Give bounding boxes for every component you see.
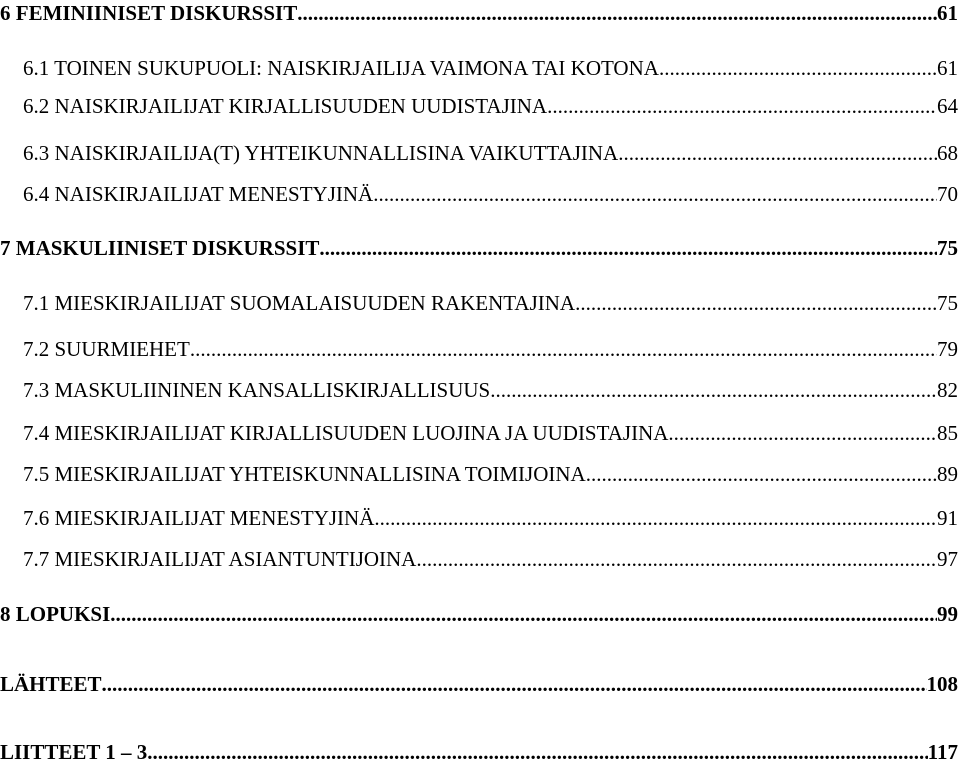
dot-leader — [319, 235, 937, 261]
toc-entry-chapter-6[interactable] — [0, 0, 958, 26]
toc-entry-title: 7 MASKULIINISET DISKURSSIT — [0, 236, 320, 260]
dot-leader — [147, 739, 927, 765]
toc-entry-page: 99 — [937, 602, 958, 626]
dot-leader — [659, 55, 937, 81]
toc-entry-section-7-5[interactable] — [23, 461, 958, 487]
toc-entry-section-7-6[interactable] — [23, 505, 958, 531]
toc-entry-section-6-2[interactable] — [23, 93, 958, 119]
toc-entry-title: LÄHTEET — [0, 672, 102, 696]
toc-entry-title: 7.4 MIESKIRJAILIJAT KIRJALLISUUDEN LUOJINA JA UUDISTAJINA — [23, 421, 669, 445]
toc-entry-page: 89 — [937, 462, 958, 486]
dot-leader — [110, 601, 937, 627]
dot-leader — [102, 671, 927, 697]
toc-entry-section-6-1[interactable] — [23, 55, 958, 81]
toc-entry-page: 117 — [927, 740, 958, 764]
dot-leader — [618, 140, 937, 166]
toc-entry-section-7-4[interactable] — [23, 420, 958, 446]
toc-entry-title: 7.2 SUURMIEHET — [23, 337, 190, 361]
dot-leader — [575, 290, 937, 316]
dot-leader — [374, 505, 937, 531]
dot-leader — [490, 377, 937, 403]
toc-entry-section-7-7[interactable] — [23, 546, 958, 572]
toc-entry-title: 6.2 NAISKIRJAILIJAT KIRJALLISUUDEN UUDISTAJINA — [23, 94, 548, 118]
toc-entry-page: 68 — [937, 141, 958, 165]
toc-entry-page: 108 — [926, 672, 958, 696]
toc-entry-page: 82 — [937, 378, 958, 402]
dot-leader — [416, 546, 937, 572]
toc-entry-title: 7.6 MIESKIRJAILIJAT MENESTYJINÄ — [23, 506, 375, 530]
toc-entry-title: 7.7 MIESKIRJAILIJAT ASIANTUNTIJOINA — [23, 547, 417, 571]
toc-entry-title: 6.3 NAISKIRJAILIJA(T) YHTEIKUNNALLISINA VAIKUTTAJINA — [23, 141, 619, 165]
toc-entry-title: 6.1 TOINEN SUKUPUOLI: NAISKIRJAILIJA VAIMONA TAI KOTONA — [23, 56, 659, 80]
toc-entry-liitteet[interactable] — [0, 739, 958, 765]
toc-entry-page: 75 — [937, 236, 958, 260]
dot-leader — [190, 336, 937, 362]
dot-leader — [586, 461, 937, 487]
toc-entry-title: 7.1 MIESKIRJAILIJAT SUOMALAISUUDEN RAKENTAJINA — [23, 291, 576, 315]
toc-entry-page: 85 — [937, 421, 958, 445]
toc-entry-section-6-4[interactable] — [23, 181, 958, 207]
toc-entry-page: 79 — [937, 337, 958, 361]
toc-entry-title: 6.4 NAISKIRJAILIJAT MENESTYJINÄ — [23, 182, 374, 206]
dot-leader — [373, 181, 937, 207]
toc-entry-page: 61 — [937, 56, 958, 80]
dot-leader — [547, 93, 937, 119]
toc-entry-chapter-7[interactable] — [0, 235, 958, 261]
toc-entry-section-7-3[interactable] — [23, 377, 958, 403]
toc-entry-page: 61 — [937, 1, 958, 25]
toc-entry-page: 64 — [937, 94, 958, 118]
toc-entry-section-7-2[interactable] — [23, 336, 958, 362]
dot-leader — [297, 0, 937, 26]
dot-leader — [668, 420, 937, 446]
toc-entry-chapter-8[interactable] — [0, 601, 958, 627]
toc-entry-title: 8 LOPUKSI — [0, 602, 111, 626]
toc-entry-page: 75 — [937, 291, 958, 315]
toc-entry-section-6-3[interactable] — [23, 140, 958, 166]
toc-entry-page: 70 — [937, 182, 958, 206]
toc-entry-title: 6 FEMINIINISET DISKURSSIT — [0, 1, 298, 25]
toc-entry-title: 7.3 MASKULIININEN KANSALLISKIRJALLISUUS — [23, 378, 491, 402]
toc-entry-section-7-1[interactable] — [23, 290, 958, 316]
toc-entry-title: LIITTEET 1 – 3 — [0, 740, 148, 764]
toc-entry-page: 91 — [937, 506, 958, 530]
toc-entry-title: 7.5 MIESKIRJAILIJAT YHTEISKUNNALLISINA TOIMIJOINA — [23, 462, 586, 486]
toc-entry-page: 97 — [937, 547, 958, 571]
toc-entry-lahteet[interactable] — [0, 671, 958, 697]
